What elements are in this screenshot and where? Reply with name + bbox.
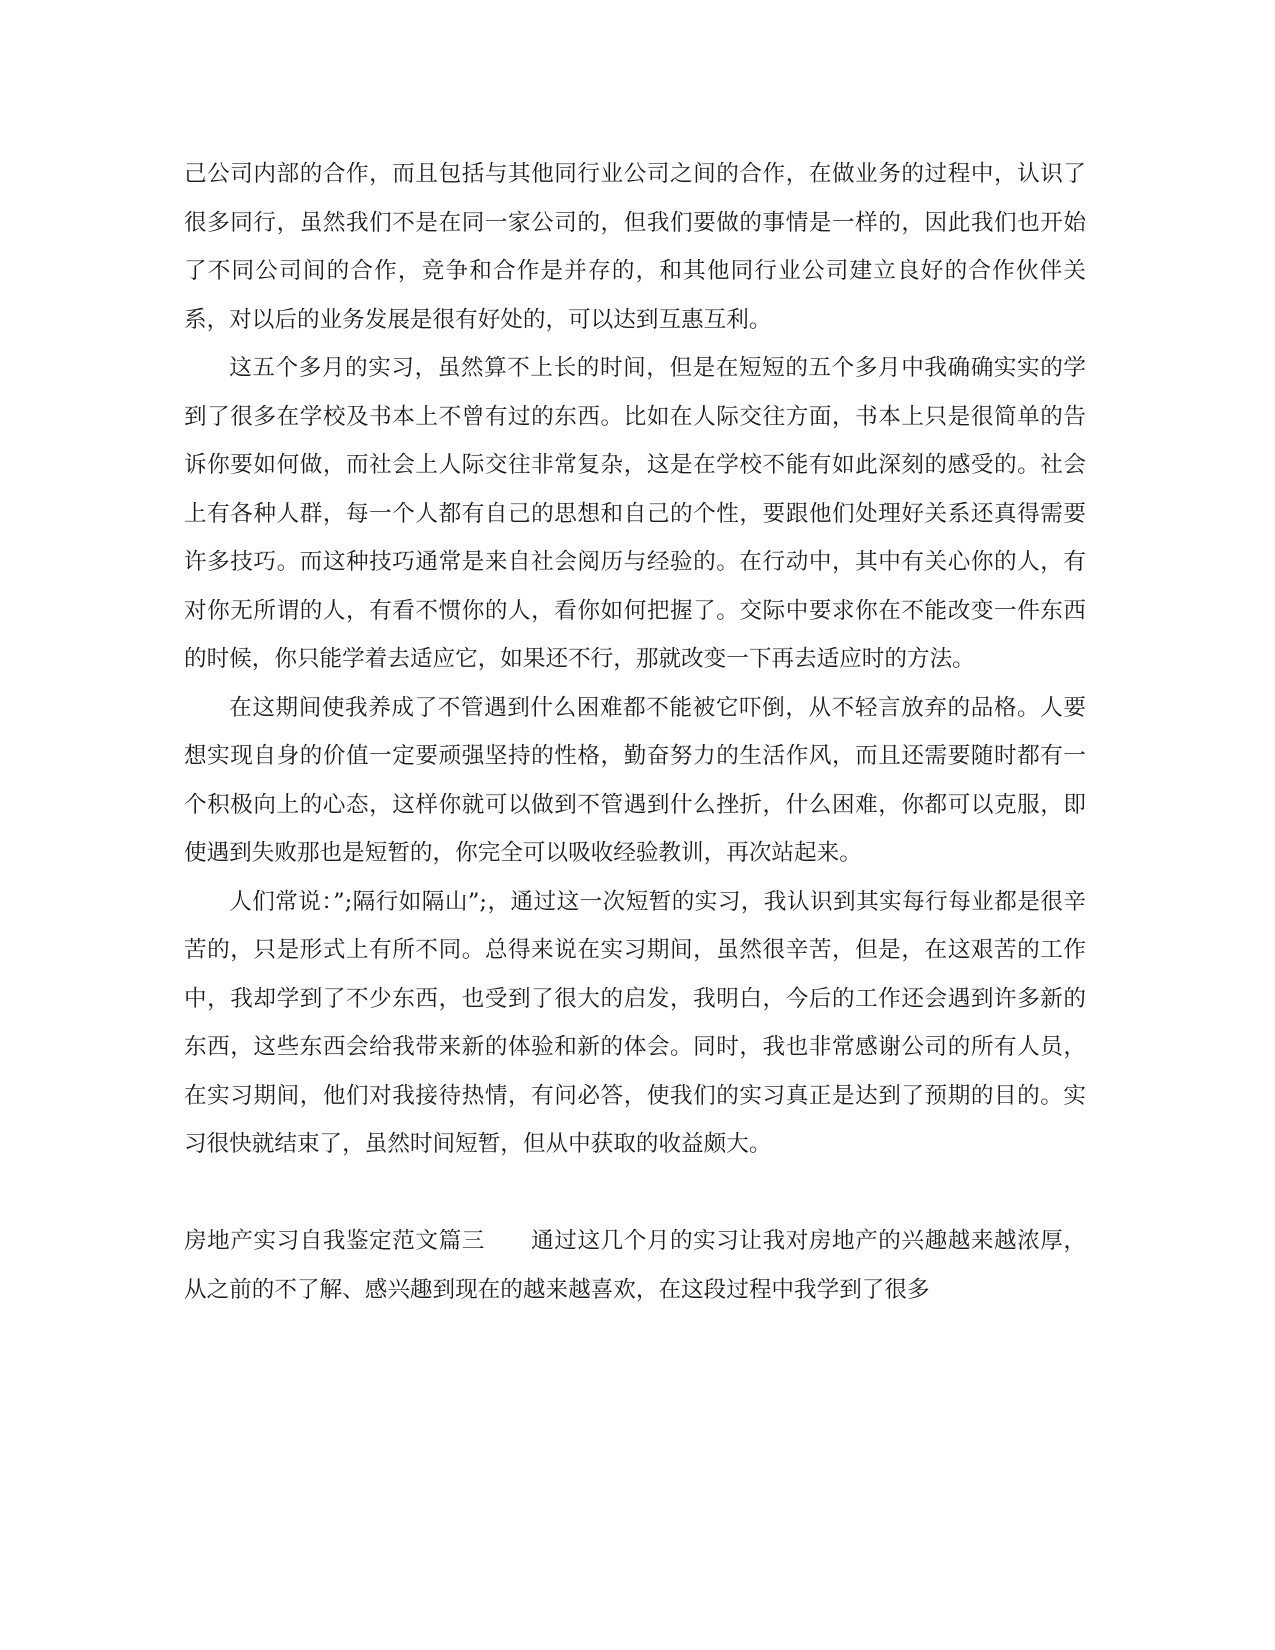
paragraph-continued: 己公司内部的合作，而且包括与其他同行业公司之间的合作，在做业务的过程中，认识了很多同行，虽然我们不是在同一家公司的，但我们要做的事情是一样的，因此我们也开始了不同公司间的合作，竞争和合作是并存的，和其他同行业公司建立良好的合作伙伴关系，对以后的业务发展是很有好处的，可以达到互惠互利。	[184, 161, 1086, 333]
section-spacer	[184, 1169, 1086, 1218]
section-three	[184, 1217, 1086, 1314]
paragraph-conclusion: 人们常说：”;隔行如隔山”;，通过这一次短暂的实习，我认识到其实每行每业都是很辛苦的，只是形式上有所不同。总得来说在实习期间，虽然很辛苦，但是，在这艰苦的工作中，我却学到了不少东西，也受到了很大的启发，我明白，今后的工作还会遇到许多新的东西，这些东西会给我带来新的体验和新的体会。同时，我也非常感谢公司的所有人员，在实习期间，他们对我接待热情，有问必答，使我们的实习真正是达到了预期的目的。实习很快就结束了，虽然时间短暂，但从中获取的收益颇大。	[184, 888, 1086, 1157]
section-title: 房地产实习自我鉴定范文篇三	[184, 1228, 485, 1254]
section-title-spacer	[485, 1228, 531, 1254]
section-text: 通过这几个月的实习让我对房地产的兴趣越来越浓厚，从之前的不了解、感兴趣到现在的越来越喜欢，在这段过程中我学到了很多	[184, 1228, 1087, 1303]
paragraph-perseverance: 在这期间使我养成了不管遇到什么困难都不能被它吓倒，从不轻言放弃的品格。人要想实现自身的价值一定要顽强坚持的性格，勤奋努力的生活作风，而且还需要随时都有一个积极向上的心态，这样你就可以做到不管遇到什么挫折，什么困难，你都可以克服，即使遇到失败那也是短暂的，你完全可以吸收经验教训，再次站起来。	[184, 694, 1086, 866]
document-body	[184, 150, 1086, 1314]
paragraph-internship-learning: 这五个多月的实习，虽然算不上长的时间，但是在短短的五个多月中我确确实实的学到了很多在学校及书本上不曾有过的东西。比如在人际交往方面，书本上只是很简单的告诉你要如何做，而社会上人际交往非常复杂，这是在学校不能有如此深刻的感受的。社会上有各种人群，每一个人都有自己的思想和自己的个性，要跟他们处理好关系还真得需要许多技巧。而这种技巧通常是来自社会阅历与经验的。在行动中，其中有关心你的人，有对你无所谓的人，有看不惯你的人，看你如何把握了。交际中要求你在不能改变一件东西的时候，你只能学着去适应它，如果还不行，那就改变一下再去适应时的方法。	[184, 355, 1086, 672]
